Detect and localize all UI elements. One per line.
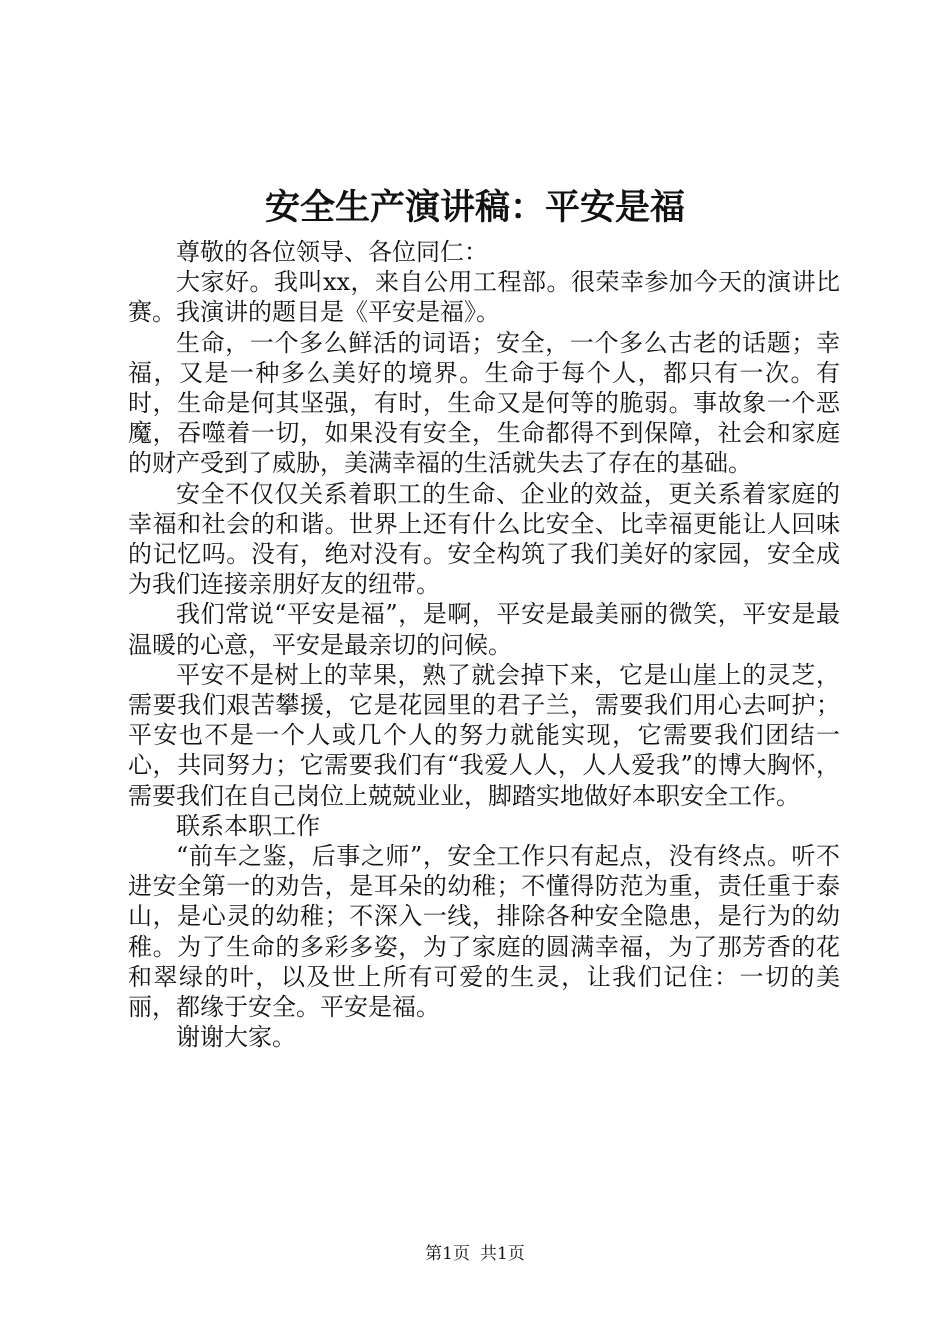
document-title: 安全生产演讲稿：平安是福 — [264, 187, 685, 228]
body-paragraph: 我们常说“平安是福”，是啊，平安是最美丽的微笑，平安是最温暖的心意，平安是最亲切的问候。 — [128, 600, 840, 659]
section-heading-paragraph: 联系本职工作 — [176, 811, 320, 840]
document-body — [128, 237, 840, 1052]
page-total: 共1页 — [480, 1244, 525, 1264]
body-paragraph: 安全不仅仅关系着职工的生命、企业的效益，更关系着家庭的幸福和社会的和谐。世界上还有什么比安全、比幸福更能让人回味的记忆吗。没有，绝对没有。安全构筑了我们美好的家园，安全成为我们连接亲朋好友的纽带。 — [128, 479, 840, 599]
body-paragraph: 生命，一个多么鲜活的词语；安全，一个多么古老的话题；幸福，又是一种多么美好的境界。生命于每个人，都只有一次。有时，生命是何其坚强，有时，生命又是何等的脆弱。事故象一个恶魔，吞噬着一切，如果没有安全，生命都得不到保障，社会和家庭的财产受到了威胁，美满幸福的生活就失去了存在的基础。 — [128, 328, 840, 478]
page-number: 第1页 — [425, 1244, 470, 1264]
body-paragraph: “前车之鉴，后事之师”，安全工作只有起点，没有终点。听不进安全第一的劝告，是耳朵的幼稚；不懂得防范为重，责任重于泰山，是心灵的幼稚；不深入一线，排除各种安全隐患，是行为的幼稚。为了生命的多彩多姿，为了家庭的圆满幸福，为了那芳香的花和翠绿的叶，以及世上所有可爱的生灵，让我们记住：一切的美丽，都缘于安全。平安是福。 — [128, 842, 840, 1022]
salutation-paragraph: 尊敬的各位领导、各位同仁： — [176, 238, 488, 266]
body-paragraph: 大家好。我叫xx，来自公用工程部。很荣幸参加今天的演讲比赛。我演讲的题目是《平安是福》。 — [128, 268, 840, 327]
closing-paragraph: 谢谢大家。 — [176, 1023, 296, 1052]
page-footer — [0, 1243, 950, 1265]
body-paragraph: 平安不是树上的苹果，熟了就会掉下来，它是山崖上的灵芝，需要我们艰苦攀援，它是花园里的君子兰，需要我们用心去呵护；平安也不是一个人或几个人的努力就能实现，它需要我们团结一心，共同努力；它需要我们有“我爱人人，人人爱我”的博大胸怀，需要我们在自己岗位上兢兢业业，脚踏实地做好本职安全工作。 — [128, 660, 840, 810]
